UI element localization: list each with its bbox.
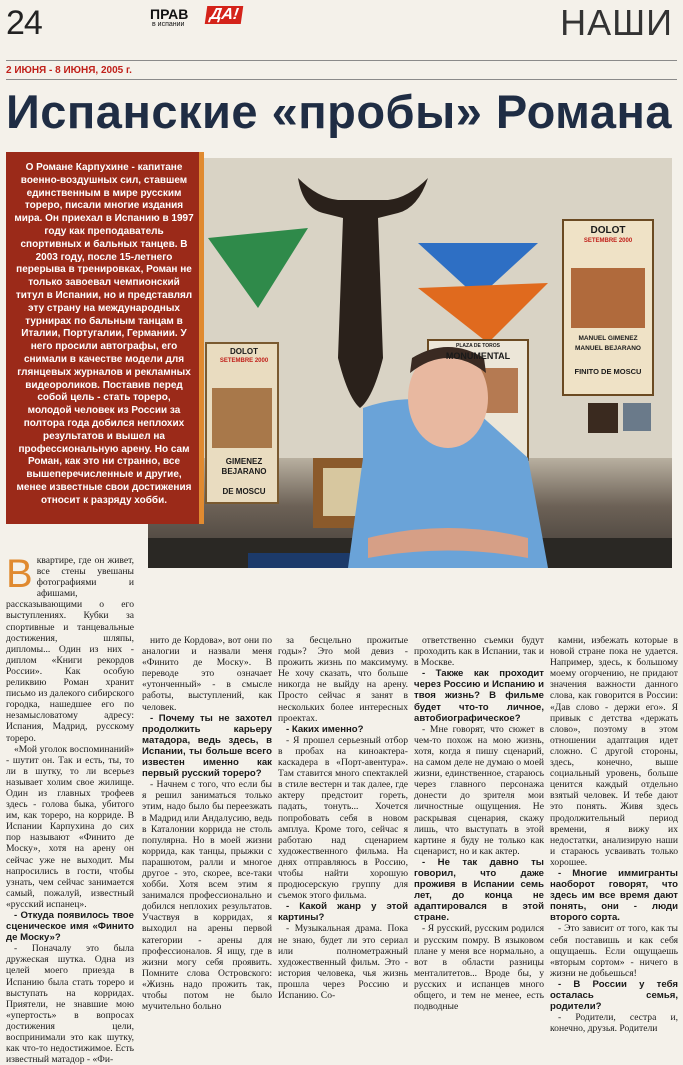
interview-question: - Каких именно? — [286, 723, 364, 735]
interview-question: - Почему ты не захотел продолжить карьеру матадора, ведь здесь, в Испании, ты больше всего известен именно как первый русский тореро? — [142, 712, 272, 780]
article-paragraph: - Я русский, русским родился и русским помру. В языковом плане у меня все нормально, а вот в области разницы менталитетов... Вроде бы, у русских и испанцев много общего, и тем не менее, есть подводные — [414, 923, 544, 1013]
poster-left-title: DOLOT — [230, 347, 258, 356]
poster-right-title: DOLOT — [590, 225, 626, 236]
divider — [6, 79, 677, 80]
article-column-3 — [278, 635, 408, 1001]
article-paragraph: квартире, где он живет, все стены увешаны фотографиями и афишами, рассказывающими о его выступлениях. Кубки за спортивные и танцевальные достижения, шляпы, дипломы... Один из них - диплом «Книги рекордов России». Как особую реликвию Роман хранит письмо из далекого сибирского городка, нашедшее его по незамысловатому адресу: Испания, Мадрид, русскому тореро. — [6, 555, 134, 744]
article-paragraph: - Мне говорят, что сюжет в чем-то похож на мою жизнь, хотя, когда я пишу сценарий, на самом деле не думаю о моей жизни, единственное, стараюсь через главного персонажа донести до зрителя мои личностные ощущения. Не раскрывая сценария, скажу лишь, что выступать в этой картине я буду не только как сценарист, но и как актер. — [414, 723, 544, 857]
interview-question: - Многие иммигранты наоборот говорят, что здесь им все время дают понять, они - люди второго сорта. — [550, 867, 678, 924]
intro-box — [6, 152, 204, 524]
article-paragraph: - Начнем с того, что если бы я решил заниматься только этим, надо было бы переезжать в Мадрид или Андалусию, ведь в Каталонии коррида не столь популярна. Но в моей жизни коррида, как танцы, прыжки с парашютом, ралли и многое другое - это, скорее, все-таки хобби. Хотя всем этим я занимался профессионально и добился неплохих результатов. Участвуя в корридах, я выходил на арены первой категории - арены для профессионалов. Я ищу, где в жизни могу себя проявить. Помните слова Островского: «Жизнь надо прожить так, чтобы потом не было мучительно больно — [142, 779, 272, 1013]
poster-right-name2: MANUEL BEJARANO — [575, 345, 641, 352]
poster-left-date: SETEMBRE 2000 — [219, 358, 269, 364]
intro-text: О Романе Карпухине - капитане военно-воздушных сил, ставшем единственным в мире русским тореро, писали многие издания мира. Он приехал в Испанию в 1997 году как преподаватель спортивных и бальных танцев. В 2003 году, после 15-летнего перерыва в тренировках, Роман не только завоевал чемпионский титул в Испании, но и представлял эту страну на международных турнирах по бальным танцам в Италии, Португалии, Германии. У него просили автографы, его снимали в качестве модели для глянцевых журналов и рекламных видеороликов. Поставив перед собой цель - стать тореро, молодой человек из России за полтора года добился неплохих результатов и вышел на профессиональную арену. Но сам Роман, как это ни странно, все вышеперечисленные и другие, менее известные свои достижения относит к разряду хобби. — [14, 162, 194, 506]
article-column-4 — [414, 635, 544, 1013]
article-paragraph: - Родители, сестра и, конечно, друзья. Родители — [550, 1012, 678, 1035]
poster-right-date: SETEMBRE 2000 — [583, 238, 633, 244]
section-title: НАШИ — [560, 2, 673, 43]
article-headline: Испанские «пробы» Романа — [6, 85, 672, 138]
logo-subtitle: в испании — [152, 21, 185, 28]
interview-question: - Какой жанр у этой картины? — [278, 901, 408, 924]
poster-left-name1: GIMENEZ — [225, 457, 263, 466]
article-paragraph: ответственно съемки будут проходить как в Испании, так и в Москве. — [414, 635, 544, 669]
poster-right-name1: MANUEL GIMENEZ — [578, 335, 638, 342]
article-paragraph: камни, избежать которые в новой стране пока не удается. Например, здесь, к большому моему огорчению, не придают значения важности данного слова, как говорится в России: «Дав слово - держи его». Я привык с детства «держать слово», поэтому в этом отношении адаптация идет сложно. С другой стороны, здесь, конечно, выше социальный уровень, больше ценится каждый отдельно взятый человек. И тебе дают это понять. Живя здесь продолжительный период времени, я вижу их недостатки, анализирую наши и стараюсь усваивать только хорошее. — [550, 635, 678, 868]
interview-question: - Откуда появилось твое сценическое имя «Финито де Моску»? — [6, 910, 134, 944]
article-paragraph: «Мой уголок воспоминаний» - шутит он. Так и есть, ты, то ли в шутку, то ли всерьез называет холим свое жилище. Один из главных трофеев здесь - голова быка, убитого им, как тореро, на корриде. В Испании Карпухина до сих пор называют «Финито де Моску», хотя на арену он сейчас уже не выходит. Мы напросились в гости, чтобы узнать, чем сейчас занимается самый, пожалуй, известный «русский испанец». — [6, 743, 134, 910]
article-paragraph: - Музыкальная драма. Пока не знаю, будет ли это сериал или полнометражный художественный фильм. Это - история человека, чья жизнь прошла через Россию и Испанию. Со- — [278, 923, 408, 1001]
issue-date: 2 ИЮНЯ - 8 ИЮНЯ, 2005 г. — [6, 65, 132, 76]
interview-question: - В России у тебя осталась семья, родители? — [550, 978, 678, 1013]
poster-left-name2: BEJARANO — [221, 467, 267, 476]
poster-center-title: MONUMENTAL — [445, 351, 511, 361]
logo-main: ПРАВ — [150, 6, 189, 22]
poster-right-name3: FINITO DE MOSCU — [574, 367, 642, 376]
logo-badge: ДА! — [205, 6, 244, 24]
drop-cap: В — [6, 552, 33, 596]
article-paragraph: - Это зависит от того, как ты себя поставишь и как себя ощущаешь. Если ощущаешь «вторым сортом» - ничего в жизни не добьешься! — [550, 923, 678, 979]
article-column-5 — [550, 635, 678, 1035]
page-number: 24 — [6, 4, 42, 42]
article-column-2 — [142, 635, 272, 1013]
interview-question: - Также как проходит через Россию и Испанию и твоя жизнь? В фильме будет что-то личное, автобиографическое? — [414, 668, 544, 724]
article-body — [6, 552, 678, 1065]
poster-left-name3: DE MOSCU — [222, 487, 266, 496]
article-paragraph: нито де Кордова», вот они по аналогии и назвали меня «Финито де Моску». В переводе это означает «утонченный» - в смысле работы, выступлений, как человек. — [142, 635, 272, 713]
article-paragraph: - Поначалу это была дружеская шутка. Одна из целей моего приезда в Испанию была стать тореро и выступать на корридах. Приятели, не знавшие мою «упертость» в вопросах достижения цели, воспринимали это как шутку, как что-то недостижимое. Есть известный матадор - «Фи- — [6, 943, 134, 1065]
newspaper-logo[interactable] — [150, 6, 258, 32]
article-column-1 — [6, 552, 134, 1065]
article-paragraph: за бесцельно прожитые годы»? Это мой девиз - прожить жизнь по максимуму. Не хочу сказать, что больше никогда не выйду на арену. Просто сейчас я занят в нескольких более интересных проектах. — [278, 635, 408, 724]
article-paragraph: - Я прошел серьезный отбор в пробах на киноактера-каскадера в «Порт-авентура». Там ставится много спектаклей в стиле вестерн и так далее, где актеру предстоит гореть, падать, тонуть... Хочется попробовать себя в новом амплуа. Кроме того, сейчас я работаю над сценарием художественного фильма. На днях отправляюсь в Россию, чтобы найти хорошую продюсерскую группу для съемок этого фильма. — [278, 734, 408, 902]
interview-question: - Не так давно ты говорил, что даже проживя в Испании семь лет, до конца не адаптировался в этой стране. — [414, 856, 544, 924]
poster-center-sub: PLAZA DE TOROS — [456, 343, 500, 349]
article-photo — [148, 158, 672, 568]
divider — [6, 60, 677, 61]
